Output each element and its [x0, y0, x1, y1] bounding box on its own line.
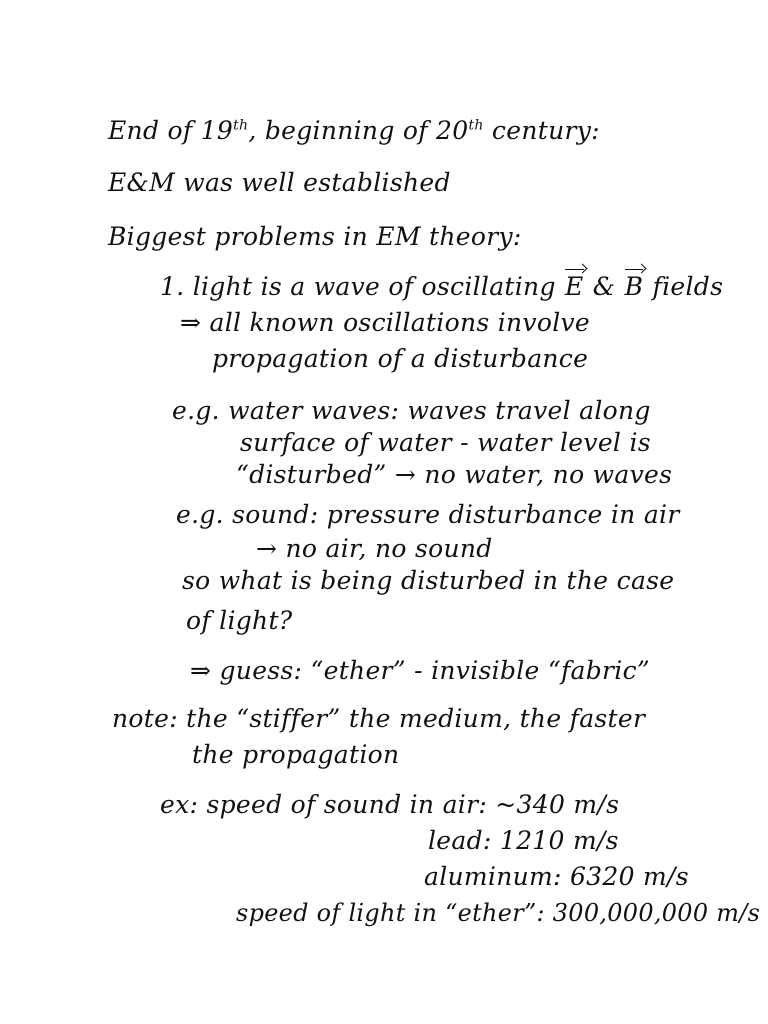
note-text: century: — [483, 116, 600, 145]
note-text: the propagation — [192, 740, 400, 769]
note-text: fields — [644, 272, 724, 301]
note-line-13 — [186, 606, 293, 636]
note-line-7 — [172, 396, 651, 426]
note-line-14 — [190, 656, 650, 686]
note-text: e.g. sound: pressure disturbance in air — [176, 500, 680, 529]
note-text: 1. light is a wave of oscillating — [160, 272, 564, 301]
vector-b: B — [624, 272, 644, 301]
note-line-5 — [180, 308, 590, 338]
note-line-17 — [160, 790, 619, 820]
note-text: e.g. water waves: waves travel along — [172, 396, 651, 425]
note-line-4 — [160, 272, 723, 302]
vector-e: E — [565, 272, 584, 301]
note-text: note: the “stiffer” the medium, the faster — [112, 704, 646, 733]
note-text: E&M was well established — [108, 168, 451, 197]
note-line-19 — [424, 862, 689, 892]
note-text: lead: 1210 m/s — [428, 826, 619, 855]
note-text: aluminum: 6320 m/s — [424, 862, 689, 891]
note-text: speed of light in “ether”: 300,000,000 m/s — [236, 899, 761, 927]
note-line-20 — [236, 898, 760, 928]
note-line-18 — [428, 826, 619, 856]
note-text: , beginning of 20 — [248, 116, 469, 145]
note-line-10 — [176, 500, 680, 530]
ordinal-superscript: th — [233, 117, 249, 134]
note-text: of light? — [186, 606, 293, 635]
note-line-8 — [240, 428, 651, 458]
note-text: → no air, no sound — [256, 534, 493, 563]
note-text: End of 19 — [108, 116, 234, 145]
note-line-3 — [108, 222, 522, 252]
note-text: surface of water - water level is — [240, 428, 651, 457]
note-line-11 — [256, 534, 493, 564]
note-text: Biggest problems in EM theory: — [108, 222, 522, 251]
note-text: ⇒ guess: “ether” - invisible “fabric” — [190, 656, 650, 685]
note-text: ex: speed of sound in air: ~340 m/s — [160, 790, 620, 819]
note-text: “disturbed” → no water, no waves — [236, 460, 673, 489]
ordinal-superscript: th — [468, 117, 484, 134]
note-line-2 — [108, 168, 451, 198]
note-line-15 — [112, 704, 645, 734]
note-line-9 — [236, 460, 672, 490]
note-line-16 — [192, 740, 399, 770]
note-line-12 — [182, 566, 674, 596]
note-line-6 — [212, 344, 588, 374]
note-text: & — [584, 272, 624, 301]
note-text: propagation of a disturbance — [212, 344, 589, 373]
note-text: so what is being disturbed in the case — [182, 566, 675, 595]
note-text: ⇒ all known oscillations involve — [180, 308, 591, 337]
note-line-1 — [108, 116, 600, 146]
